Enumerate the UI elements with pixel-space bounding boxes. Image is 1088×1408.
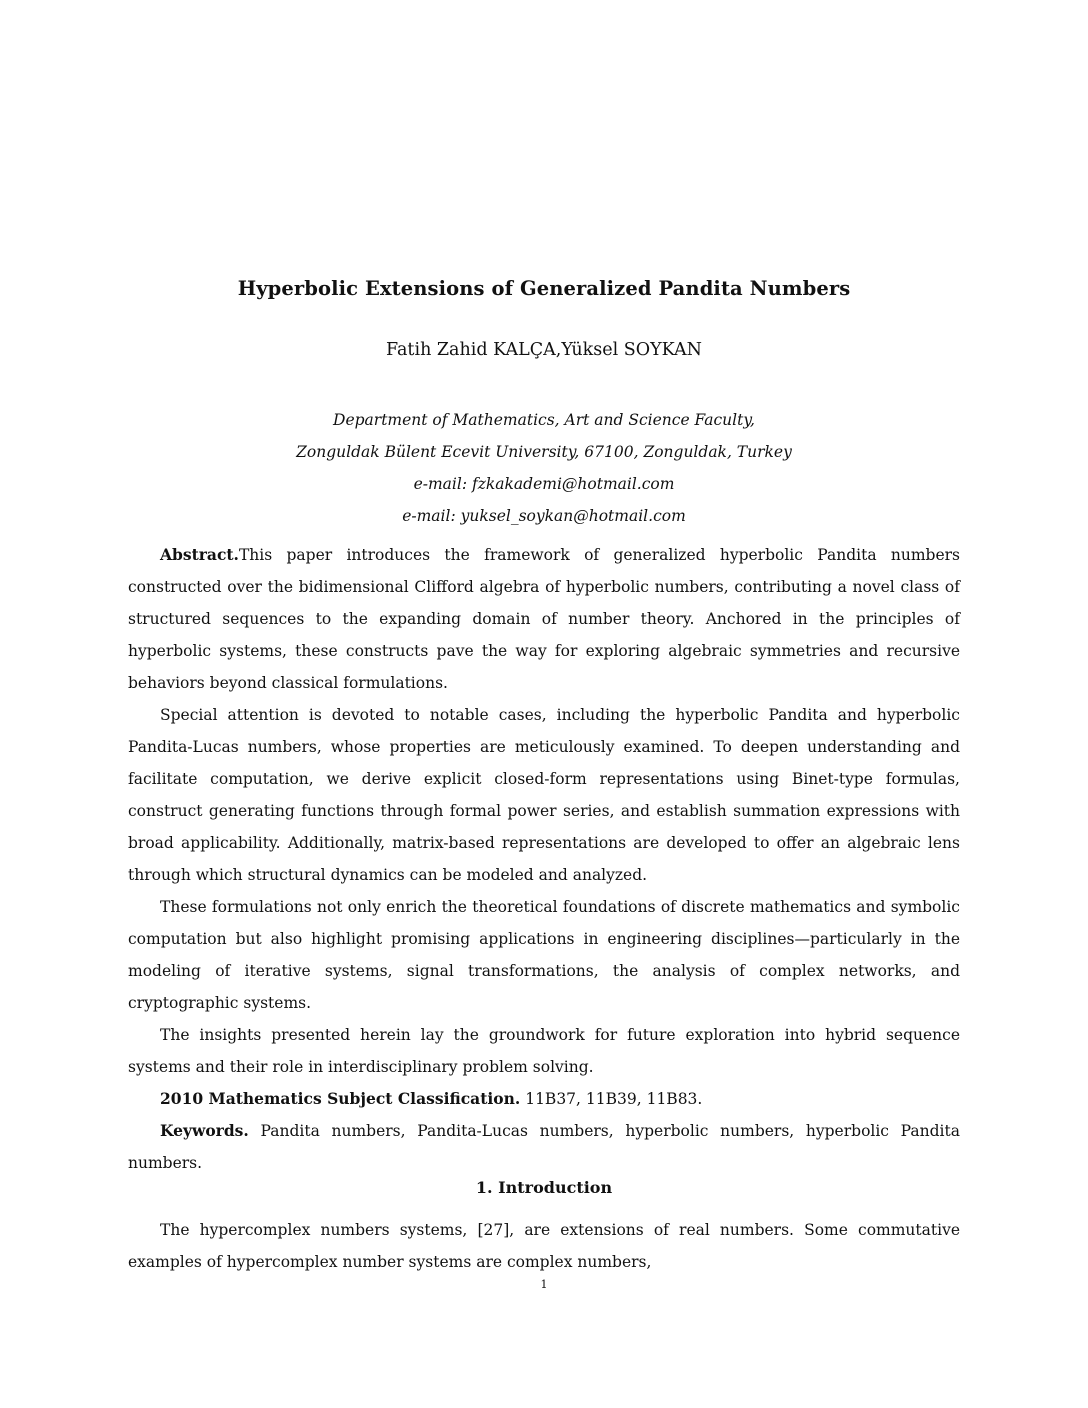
abstract-paragraph-4: The insights presented herein lay the groundwork for future exploration into hybrid sequence systems and their role in interdisciplinary problem solving. bbox=[128, 1026, 960, 1076]
abstract-paragraph-2: Special attention is devoted to notable cases, including the hyperbolic Pandita and hyperbolic Pandita-Lucas numbers, whose properties are meticulously examined. To deepen understanding and facilitate computation, we derive explicit closed-form representations using Binet-type formulas, construct generating functions through formal power series, and establish summation expressions with broad applicability. Additionally, matrix-based representations are developed to offer an algebraic lens through which structural dynamics can be modeled and analyzed. bbox=[128, 706, 960, 884]
keywords-label: Keywords. bbox=[160, 1121, 249, 1140]
introduction-paragraph-1: The hypercomplex numbers systems, [27], are extensions of real numbers. Some commutative examples of hypercomplex number systems are complex numbers, bbox=[128, 1221, 960, 1271]
email-1: e-mail: fzkakademi@hotmail.com bbox=[413, 475, 675, 493]
affiliation-line-2: Zonguldak Bülent Ecevit University, 67100, Zonguldak, Turkey bbox=[296, 443, 792, 461]
abstract-label: Abstract. bbox=[160, 545, 239, 564]
page-number: 1 bbox=[540, 1278, 548, 1291]
abstract-text-1: This paper introduces the framework of generalized hyperbolic Pandita numbers constructed over the bidimensional Clifford algebra of hyperbolic numbers, contributing a novel class of structured sequences to the expanding domain of number theory. Anchored in the principles of hyperbolic systems, these constructs pave the way for exploring algebraic symmetries and recursive behaviors beyond classical formulations. bbox=[128, 546, 960, 692]
section-heading-introduction: 1. Introduction bbox=[475, 1178, 613, 1197]
paper-title: Hyperbolic Extensions of Generalized Pandita Numbers bbox=[237, 277, 851, 300]
abstract-section bbox=[128, 539, 960, 1179]
paper-authors: Fatih Zahid KALÇA,Yüksel SOYKAN bbox=[386, 340, 702, 360]
introduction-section bbox=[128, 1214, 960, 1278]
keywords-value: Pandita numbers, Pandita-Lucas numbers, hyperbolic numbers, hyperbolic Pandita numbers. bbox=[128, 1122, 960, 1172]
affiliation-line-1: Department of Mathematics, Art and Science Faculty, bbox=[333, 411, 755, 429]
keywords-line bbox=[128, 1115, 960, 1179]
email-2: e-mail: yuksel_soykan@hotmail.com bbox=[402, 507, 686, 525]
abstract-paragraph-3: These formulations not only enrich the theoretical foundations of discrete mathematics and symbolic computation but also highlight promising applications in engineering disciplines—particularly in the modeling of iterative systems, signal transformations, the analysis of complex networks, and cryptographic systems. bbox=[128, 898, 960, 1012]
abstract-paragraph-1 bbox=[128, 539, 960, 699]
msc-value: 11B37, 11B39, 11B83. bbox=[525, 1090, 703, 1108]
msc-line bbox=[128, 1083, 960, 1115]
msc-label: 2010 Mathematics Subject Classification. bbox=[160, 1089, 521, 1108]
